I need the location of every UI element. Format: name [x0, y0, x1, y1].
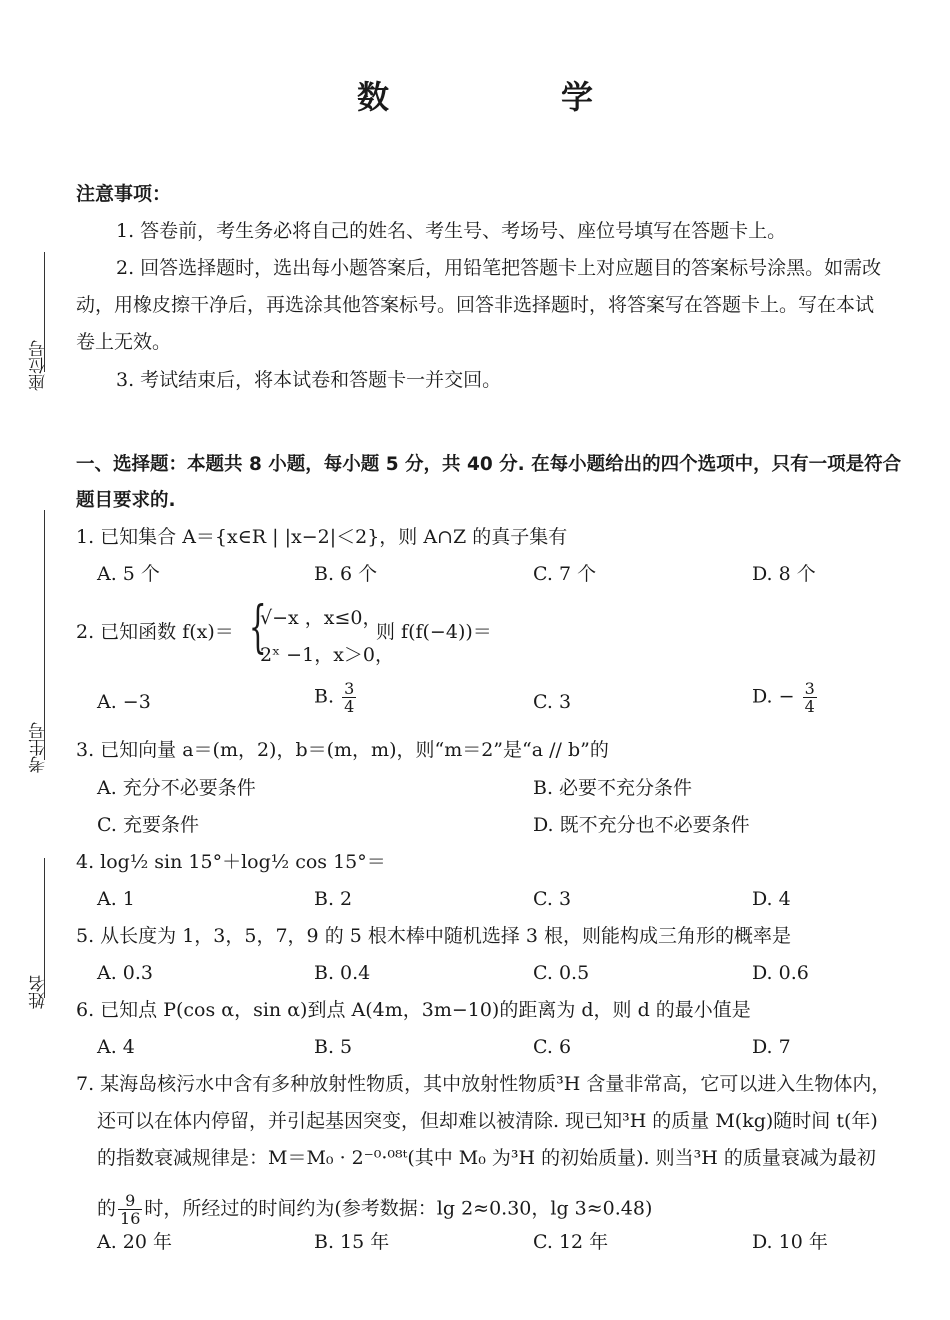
piecewise-case-1: √−x ，x≤0，	[260, 607, 382, 629]
question-6-stem: 6. 已知点 P(cos α，sin α)到点 A(4m，3m−10)的距离为 d，则 d 的最小值是	[76, 999, 751, 1021]
option-b: B. 0.4	[314, 962, 371, 984]
note-item: 1. 答卷前，考生务必将自己的姓名、考生号、考场号、座位号填写在答题卡上。	[116, 220, 787, 242]
note-item: 2. 回答选择题时，选出每小题答案后，用铅笔把答题卡上对应题目的答案标号涂黑。如需改	[116, 257, 882, 279]
option-c: C. 充要条件	[97, 814, 199, 836]
question-7-stem: 7. 某海岛核污水中含有多种放射性物质，其中放射性物质³H 含量非常高，它可以进入生物体内，	[76, 1073, 891, 1095]
question-1-stem: 1. 已知集合 A＝{x∈R | |x−2|＜2}，则 A∩Z 的真子集有	[76, 526, 568, 548]
option-b: B. 必要不充分条件	[533, 777, 693, 799]
cut-off-options	[0, 1231, 950, 1256]
option-a: A. 1	[97, 888, 135, 910]
note-item: 卷上无效。	[76, 331, 172, 353]
option-d	[752, 680, 819, 715]
option-b: B. 5	[314, 1036, 353, 1058]
option-b: B. 2	[314, 888, 353, 910]
question-7-stem: 的指数衰减规律是：M＝M₀ · 2⁻⁰·⁰⁸ᵗ(其中 M₀ 为³H 的初始质量). 则当³H 的质量衰减为最初	[97, 1147, 876, 1169]
option-letter: D. −	[752, 685, 795, 708]
denominator: 4	[344, 697, 355, 716]
note-item: 3. 考试结束后，将本试卷和答题卡一并交回。	[116, 369, 502, 391]
question-2-suffix: 则 f(f(−4))＝	[376, 621, 492, 643]
option-d: D. 7	[752, 1036, 791, 1058]
question-7-stem: 还可以在体内停留，并引起基因突变，但却难以被清除. 现已知³H 的质量 M(kg)随时间 t(年)	[97, 1110, 878, 1132]
option-a: A. 充分不必要条件	[97, 777, 256, 799]
option-d: D. 4	[752, 888, 791, 910]
option-c: C. 7 个	[533, 563, 597, 585]
section-heading: 题目要求的.	[76, 490, 176, 511]
note-item: 动，用橡皮擦干净后，再选涂其他答案标号。回答非选择题时，将答案写在答题卡上。写在本试	[76, 294, 875, 316]
question-3-stem: 3. 已知向量 a＝(m，2)，b＝(m，m)，则“m＝2”是“a // b”的	[76, 739, 609, 761]
fraction	[342, 680, 356, 715]
option-b	[314, 680, 358, 715]
option-a: A. 0.3	[97, 962, 154, 984]
option-c: C. 0.5	[533, 962, 590, 984]
denominator: 16	[120, 1209, 141, 1228]
stem-text: 时，所经过的时间约为(参考数据：lg 2≈0.30，lg 3≈0.48)	[144, 1197, 653, 1220]
question-5-stem: 5. 从长度为 1，3，5，7，9 的 5 根木棒中随机选择 3 根，则能构成三角形的概率是	[76, 925, 792, 947]
option-d: D. 既不充分也不必要条件	[533, 814, 750, 836]
option-d: D. 0.6	[752, 962, 809, 984]
question-2-stem: 2. 已知函数 f(x)＝	[76, 621, 234, 643]
option-d: D. 10 年	[752, 1231, 828, 1253]
option-a: A. 4	[97, 1036, 135, 1058]
fraction	[118, 1192, 142, 1227]
option-b: B. 15 年	[314, 1231, 390, 1253]
notes-heading: 注意事项：	[76, 183, 172, 205]
piecewise-case-2: 2ˣ −1，x＞0，	[260, 644, 394, 666]
option-letter: B.	[314, 685, 335, 708]
numerator: 3	[804, 679, 815, 698]
section-heading: 一、选择题：本题共 8 小题，每小题 5 分，共 40 分. 在每小题给出的四个选项中，只有一项是符合	[76, 454, 902, 475]
option-c: C. 3	[533, 691, 572, 713]
option-c: C. 12 年	[533, 1231, 609, 1253]
fraction	[803, 680, 817, 715]
page-title: 数 学	[356, 78, 663, 116]
candidate-number-label: 考生号	[29, 722, 49, 773]
piecewise-brace-icon: {	[248, 595, 267, 660]
question-4-stem: 4. log½ sin 15°＋log½ cos 15°＝	[76, 851, 386, 873]
stem-text: 的	[97, 1197, 117, 1220]
option-a: A. 20 年	[97, 1231, 173, 1253]
numerator: 3	[344, 679, 355, 698]
seat-number-label: 座位号	[29, 340, 49, 391]
option-c: C. 3	[533, 888, 572, 910]
option-a: A. 5 个	[97, 563, 160, 585]
option-a: A. −3	[97, 691, 151, 713]
name-label: 姓名	[29, 975, 49, 1009]
numerator: 9	[118, 1192, 142, 1210]
option-c: C. 6	[533, 1036, 572, 1058]
option-d: D. 8 个	[752, 563, 816, 585]
option-b: B. 6 个	[314, 563, 378, 585]
denominator: 4	[804, 697, 815, 716]
question-7-stem	[97, 1192, 652, 1227]
